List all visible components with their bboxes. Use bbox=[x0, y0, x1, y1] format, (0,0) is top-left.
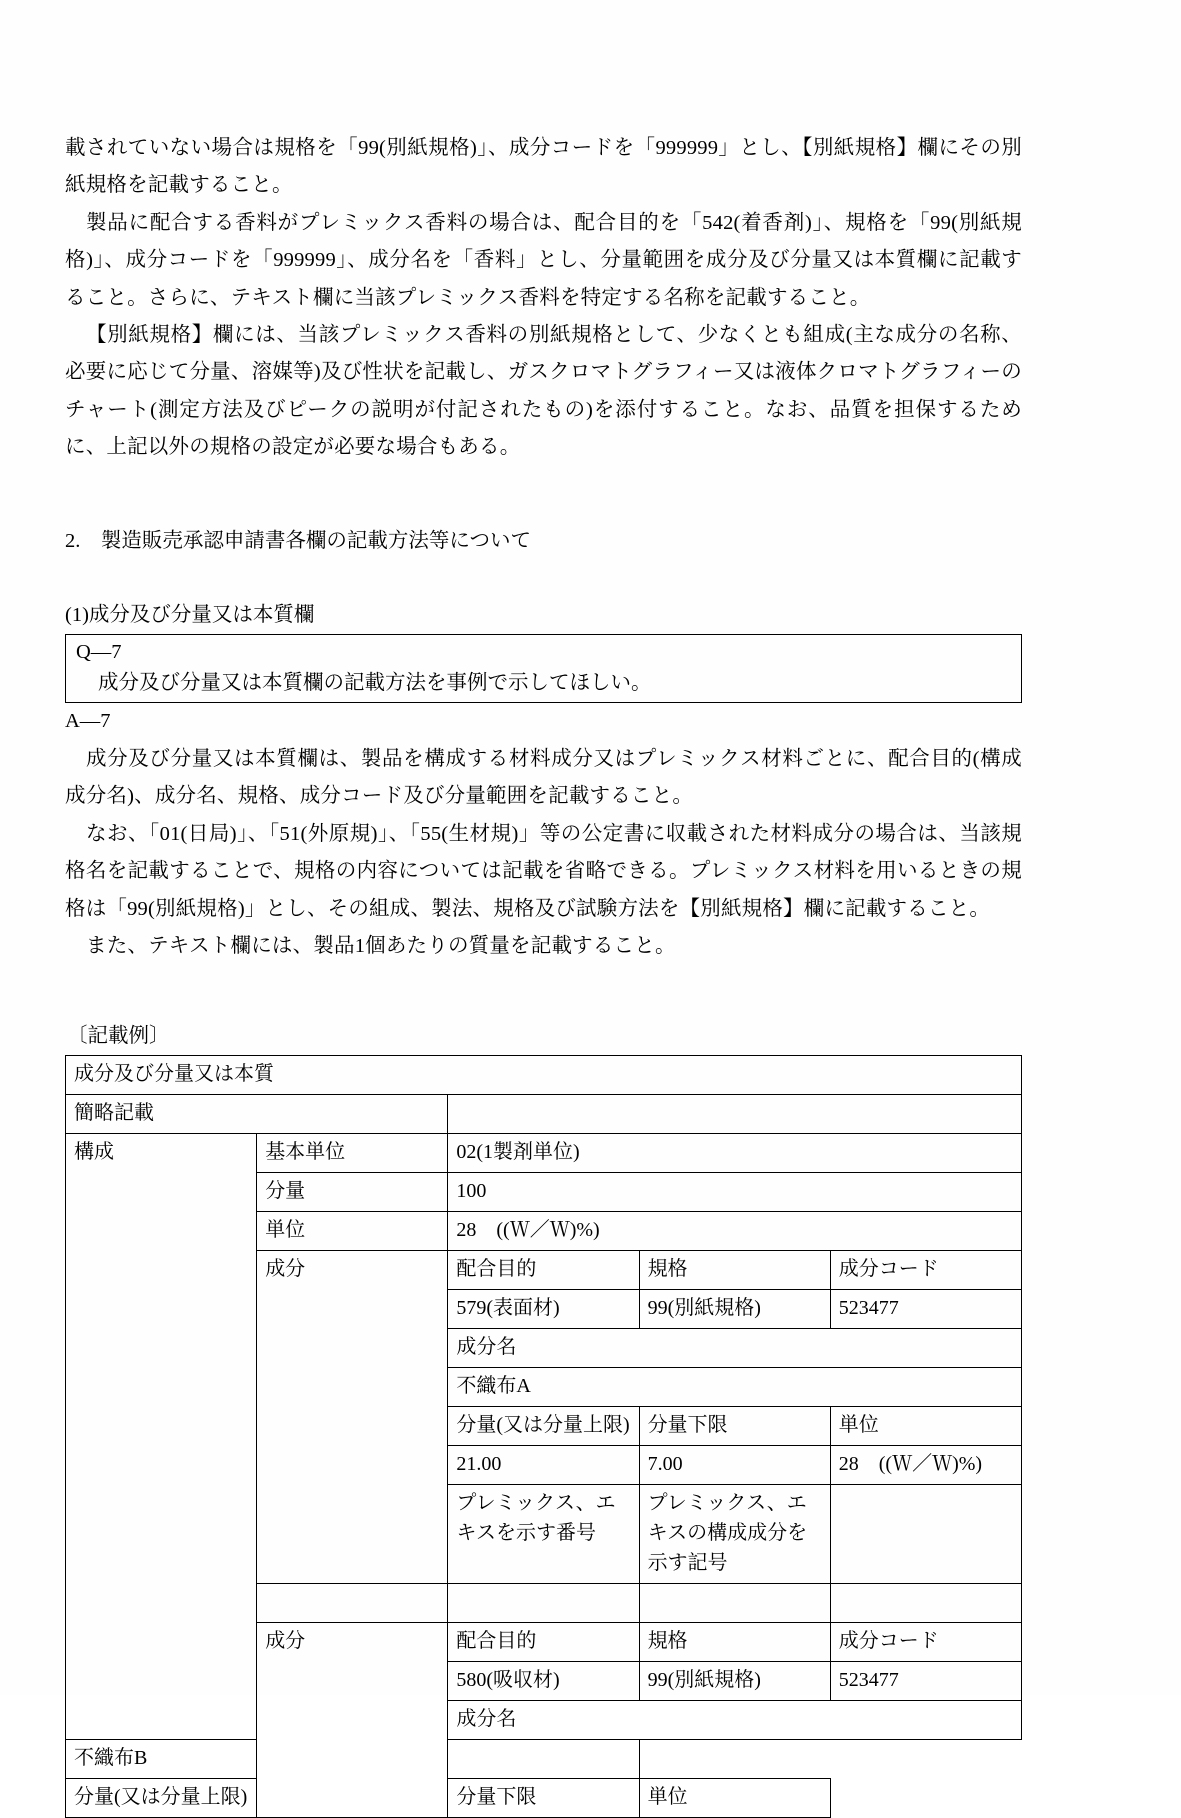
table-row-simple bbox=[66, 1095, 1022, 1134]
value-name-1: 不織布A bbox=[448, 1368, 1022, 1407]
table-row-ingredient2-name-value bbox=[66, 1740, 1022, 1779]
spacer bbox=[65, 467, 1022, 523]
header-premix-symbol-1: プレミックス、エキスの構成成分を示す記号 bbox=[639, 1485, 830, 1584]
example-caption: 〔記載例〕 bbox=[67, 1025, 170, 1048]
value-qty-lower-1: 7.00 bbox=[639, 1446, 830, 1485]
ingredient-label-2: 成分 bbox=[257, 1623, 448, 1818]
spacer bbox=[65, 965, 1022, 1021]
basic-unit-value: 02(1製剤単位) bbox=[448, 1134, 1022, 1173]
value-qty-upper-1: 21.00 bbox=[448, 1446, 639, 1485]
value-code-1: 523477 bbox=[830, 1290, 1021, 1329]
value-premix-number-1 bbox=[448, 1584, 639, 1623]
header-qty-unit-1: 単位 bbox=[830, 1407, 1021, 1446]
basic-unit-label: 基本単位 bbox=[257, 1134, 448, 1173]
header-name-1: 成分名 bbox=[448, 1329, 1022, 1368]
header-qty-lower-2: 分量下限 bbox=[448, 1779, 639, 1818]
header-qty-upper-1: 分量(又は分量上限) bbox=[448, 1407, 639, 1446]
unit-value: 28 ((Ｗ／Ｗ)%) bbox=[448, 1212, 1022, 1251]
header-qty-unit-2: 単位 bbox=[639, 1779, 830, 1818]
header-standard-2: 規格 bbox=[639, 1623, 830, 1662]
spacer bbox=[65, 560, 1022, 597]
answer-paragraph-2: なお、「01(日局)」、「51(外原規)」、「55(生材規)」等の公定書に収載された材料成分の場合は、当該規格名を記載することで、規格の内容については記載を省略できる。プレミックス材料を用いるときの規格は「99(別紙規格)」とし、その組成、製法、規格及び試験方法を【別紙規格】欄に記載すること。 bbox=[65, 822, 1022, 920]
example-table bbox=[65, 1055, 1022, 1818]
header-purpose-2: 配合目的 bbox=[448, 1623, 639, 1662]
header-code-1: 成分コード bbox=[830, 1251, 1021, 1290]
value-premix-symbol-1 bbox=[639, 1584, 830, 1623]
premix-unit-blank-1 bbox=[830, 1485, 1021, 1584]
section-heading: 2. 製造販売承認申請書各欄の記載方法等について bbox=[65, 529, 531, 552]
value-code-2: 523477 bbox=[830, 1662, 1021, 1701]
value-standard-1: 99(別紙規格) bbox=[639, 1290, 830, 1329]
ingredient-label-1-spacer bbox=[257, 1584, 448, 1623]
value-name-2: 不織布B bbox=[66, 1740, 640, 1779]
paragraph-attached-standard: 【別紙規格】欄には、当該プレミックス香料の別紙規格として、少なくとも組成(主な成分の名称、必要に応じて分量、溶媒等)及び性状を記載し、ガスクロマトグラフィー又は液体クロマトグラフィーのチャート(測定方法及びピークの説明が付記されたもの)を添付すること。なお、品質を担保するために、上記以外の規格の設定が必要な場合もある。 bbox=[65, 324, 1022, 459]
quantity-label: 分量 bbox=[257, 1173, 448, 1212]
header-qty-lower-1: 分量下限 bbox=[639, 1407, 830, 1446]
value-premix-unit-1 bbox=[830, 1584, 1021, 1623]
header-premix-number-1: プレミックス、エキスを示す番号 bbox=[448, 1485, 639, 1584]
answer-paragraph-1: 成分及び分量又は本質欄は、製品を構成する材料成分又はプレミックス材料ごとに、配合目的(構成成分名)、成分名、規格、成分コード及び分量範囲を記載すること。 bbox=[65, 747, 1022, 808]
unit-label: 単位 bbox=[257, 1212, 448, 1251]
header-qty-upper-2: 分量(又は分量上限) bbox=[66, 1779, 257, 1818]
simple-notation-label: 簡略記載 bbox=[66, 1095, 448, 1134]
table-row-title bbox=[66, 1056, 1022, 1095]
subsection-heading: (1)成分及び分量又は本質欄 bbox=[65, 604, 315, 627]
quantity-value: 100 bbox=[448, 1173, 1022, 1212]
value-purpose-2: 580(吸収材) bbox=[448, 1662, 639, 1701]
ingredient-label-1: 成分 bbox=[257, 1251, 448, 1584]
table-title-cell: 成分及び分量又は本質 bbox=[66, 1056, 1022, 1095]
header-code-2: 成分コード bbox=[830, 1623, 1021, 1662]
value-standard-2: 99(別紙規格) bbox=[639, 1662, 830, 1701]
answer-paragraph-3: また、テキスト欄には、製品1個あたりの質量を記載すること。 bbox=[86, 934, 676, 957]
question-box bbox=[65, 634, 1022, 703]
question-number: Q—7 bbox=[76, 641, 122, 664]
structure-label: 構成 bbox=[66, 1134, 257, 1740]
header-standard-1: 規格 bbox=[639, 1251, 830, 1290]
paragraph-premix-fragrance: 製品に配合する香料がプレミックス香料の場合は、配合目的を「542(着香剤)」、規格を「99(別紙規格)」、成分コードを「999999」、成分名を「香料」とし、分量範囲を成分及び分量又は本質欄に記載すること。さらに、テキスト欄に当該プレミックス香料を特定する名称を記載すること。 bbox=[65, 211, 1022, 309]
question-text: 成分及び分量又は本質欄の記載方法を事例で示してほしい。 bbox=[98, 672, 652, 695]
header-purpose-1: 配合目的 bbox=[448, 1251, 639, 1290]
simple-notation-value bbox=[448, 1095, 1022, 1134]
answer-number: A—7 bbox=[65, 710, 111, 733]
table-row-basic-unit bbox=[66, 1134, 1022, 1173]
page-content bbox=[65, 130, 1022, 1818]
paragraph-continuation: 載されていない場合は規格を「99(別紙規格)」、成分コードを「999999」とし、【別紙規格】欄にその別紙規格を記載すること。 bbox=[65, 137, 1022, 197]
header-name-2: 成分名 bbox=[448, 1701, 1022, 1740]
table-row-ingredient2-qty-headers bbox=[66, 1779, 1022, 1818]
value-qty-unit-1: 28 ((Ｗ／Ｗ)%) bbox=[830, 1446, 1021, 1485]
value-purpose-1: 579(表面材) bbox=[448, 1290, 639, 1329]
